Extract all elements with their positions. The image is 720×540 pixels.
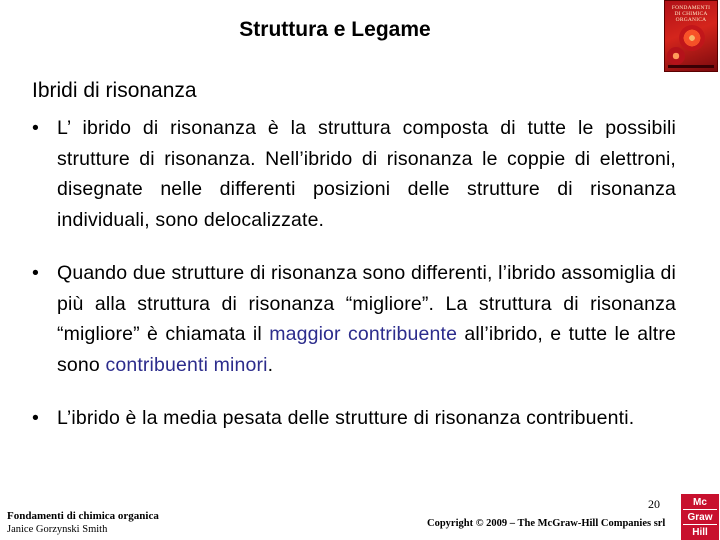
text-segment: all’ibrido, e tutte le altre sono [57, 323, 676, 376]
bullet-marker: • [32, 407, 39, 429]
bullet-text [57, 407, 634, 429]
bullet-item [32, 258, 676, 380]
copyright-notice: Copyright © 2009 – The McGraw-Hill Companies srl [427, 518, 666, 529]
slide-subtitle: Ibridi di risonanza [32, 79, 197, 102]
logo-text: Hill [683, 526, 717, 539]
book-cover-title: FONDAMENTI DI CHIMICA ORGANICA [671, 5, 711, 23]
logo-text: Mc [683, 496, 717, 510]
text-segment: . [267, 353, 274, 376]
highlighted-term: maggior contribuente [269, 323, 458, 345]
bullet-marker: • [32, 117, 39, 139]
cover-footer-band [668, 65, 714, 68]
logo-text: Graw [683, 511, 717, 525]
footer-book-title: Fondamenti di chimica organica [7, 510, 159, 522]
bullet-text [57, 117, 676, 231]
text-segment: L’ ibrido di risonanza è la struttura composta di tutte le possibili strutture di risonanza. Nell’ibrido di risonanza le coppie di elettroni, disegnate nelle differenti posizioni delle strutture di risonanza individuali, sono delocalizzate. [57, 117, 676, 231]
bullet-marker: • [32, 262, 39, 284]
book-cover-image [664, 0, 718, 72]
bullet-list [32, 113, 676, 457]
flower-illustration-small [667, 47, 685, 65]
bullet-item [32, 403, 676, 434]
bullet-item [32, 113, 676, 235]
text-segment: Quando due strutture di risonanza sono differenti, l’ibrido assomiglia di più alla struttura di risonanza “migliore”. La struttura di risonanza “migliore” è chiamata il [57, 262, 676, 345]
slide-title: Struttura e Legame [239, 18, 431, 41]
page-number: 20 [648, 497, 660, 511]
flower-illustration [679, 25, 705, 51]
bullet-text [57, 262, 676, 376]
highlighted-term: contribuenti minori [105, 353, 268, 376]
text-segment: L’ibrido è la media pesata delle strutture di risonanza contribuenti. [57, 407, 635, 429]
footer-author: Janice Gorzynski Smith [7, 524, 108, 535]
mcgraw-hill-logo [681, 494, 719, 540]
footer-book-info [7, 510, 159, 536]
